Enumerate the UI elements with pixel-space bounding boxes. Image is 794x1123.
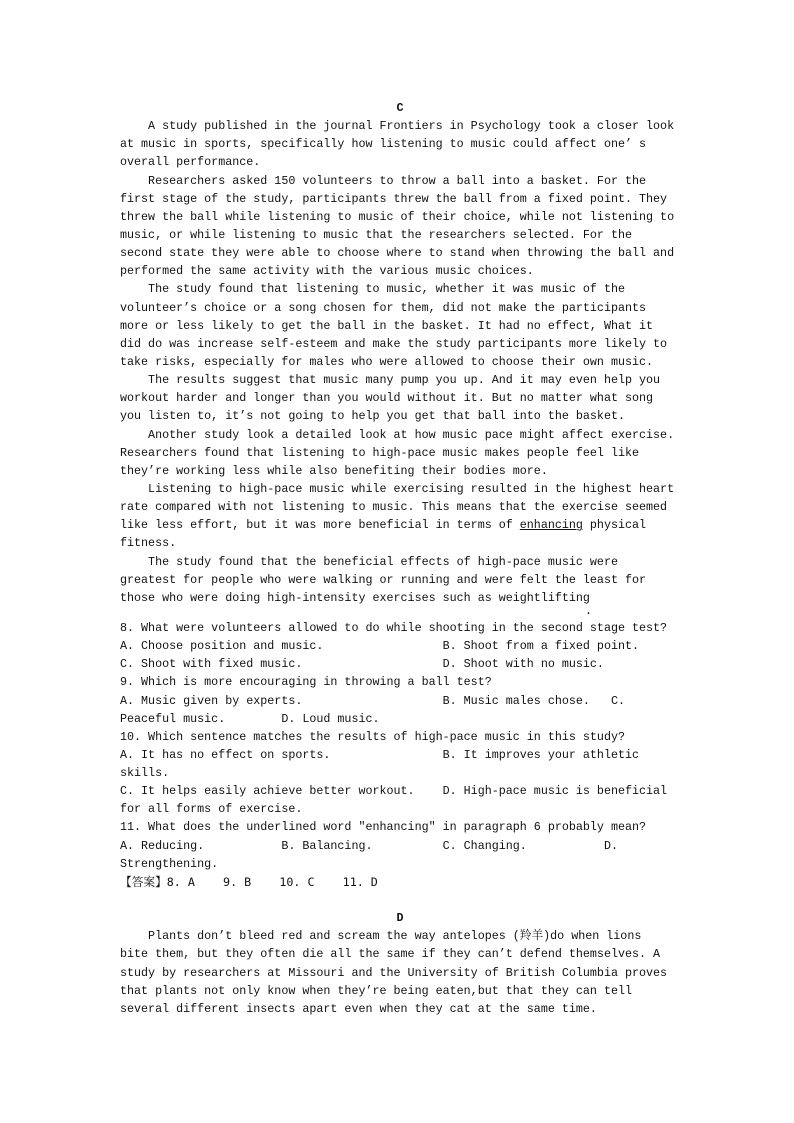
passage-line: Researchers asked 150 volunteers to throw a ball into a basket. For the xyxy=(120,173,647,188)
passage-line: rate compared with not listening to music. This means that the exercise seemed xyxy=(120,500,668,515)
text-segment: physical xyxy=(582,518,647,533)
question-line: C. Shoot with fixed music. D. Shoot with no music. xyxy=(120,657,604,672)
answer-key: 【答案】8. A 9. B 10. C 11. D xyxy=(120,874,378,889)
question-line: C. It helps easily achieve better workout. D. High-pace music is beneficial xyxy=(120,784,668,799)
passage-d xyxy=(120,927,680,1018)
passage-line: threw the ball while listening to music of their choice, while not listening to xyxy=(120,209,675,224)
passage-line: you listen to, it’s not going to help you get that ball into the basket. xyxy=(120,409,625,424)
passage-line: greatest for people who were walking or running and were felt the least for xyxy=(120,572,647,587)
passage-line: fitness. xyxy=(120,536,177,551)
question-line: 11. What does the underlined word "enhancing" in paragraph 6 probably mean? xyxy=(120,820,647,835)
passage-line: Another study look a detailed look at how music pace might affect exercise. xyxy=(120,427,675,442)
passage-line: A study published in the journal Frontiers in Psychology took a closer look xyxy=(120,119,675,134)
passage-c-end xyxy=(120,534,680,607)
question-line: 10. Which sentence matches the results of high-pace music in this study? xyxy=(120,729,625,744)
passage-line: that plants not only know when they’re being eaten,but that they can tell xyxy=(120,983,632,998)
section-heading-d: D xyxy=(396,911,404,926)
passage-line: Listening to high-pace music while exercising resulted in the highest heart xyxy=(120,481,675,496)
passage-line: Plants don’t bleed red and scream the way antelopes (羚羊)do when lions xyxy=(120,929,642,944)
passage-line: Researchers found that listening to high-pace music makes people feel like xyxy=(120,445,640,460)
passage-line: first stage of the study, participants threw the ball from a fixed point. They xyxy=(120,191,668,206)
passage-line: they’re working less while also benefiting their bodies more. xyxy=(120,463,548,478)
passage-line: The study found that listening to music, whether it was music of the xyxy=(120,282,625,297)
questions xyxy=(120,619,680,873)
question-line: for all forms of exercise. xyxy=(120,802,303,817)
question-line: Peaceful music. D. Loud music. xyxy=(120,711,380,726)
question-line: A. It has no effect on sports. B. It improves your athletic xyxy=(120,747,640,762)
passage-c xyxy=(120,117,680,516)
passage-line: overall performance. xyxy=(120,155,261,170)
question-line: A. Choose position and music. B. Shoot from a fixed point. xyxy=(120,639,640,654)
underlined-word: enhancing xyxy=(519,518,583,533)
text-segment: like less effort, but it was more beneficial in terms of xyxy=(120,518,520,533)
passage-line: study by researchers at Missouri and the University of British Columbia proves xyxy=(120,965,668,980)
passage-line: volunteer’s choice or a song chosen for them, did not make the participants xyxy=(120,300,647,315)
question-line: 9. Which is more encouraging in throwing a ball test? xyxy=(120,675,492,690)
passage-line xyxy=(120,516,680,534)
passage-line: The results suggest that music many pump you up. And it may even help you xyxy=(120,373,661,388)
passage-line: more or less likely to get the ball in the basket. It had no effect, What it xyxy=(120,318,654,333)
passage-line: did do was increase self-esteem and make the study participants more likely to xyxy=(120,336,668,351)
question-line: A. Music given by experts. B. Music males chose. C. xyxy=(120,693,625,708)
passage-line: music, or while listening to music that the researchers selected. For the xyxy=(120,227,632,242)
passage-line: those who were doing high-intensity exercises such as weightlifting xyxy=(120,590,590,605)
document-page xyxy=(120,99,680,1018)
passage-line: several different insects apart even when they cat at the same time. xyxy=(120,1001,597,1016)
question-line: A. Reducing. B. Balancing. C. Changing. D. xyxy=(120,838,618,853)
passage-line: second state they were able to choose where to stand when throwing the ball and xyxy=(120,246,675,261)
passage-line: performed the same activity with the various music choices. xyxy=(120,264,534,279)
passage-line: workout harder and longer than you would without it. But no matter what song xyxy=(120,391,654,406)
question-line: Strengthening. xyxy=(120,856,219,871)
passage-line: take risks, especially for males who were allowed to choose their own music. xyxy=(120,354,654,369)
trailing-dot: . xyxy=(584,603,592,618)
question-line: skills. xyxy=(120,766,170,781)
passage-line: bite them, but they often die all the same if they can’t defend themselves. A xyxy=(120,947,661,962)
question-line: 8. What were volunteers allowed to do while shooting in the second stage test? xyxy=(120,620,668,635)
passage-line: at music in sports, specifically how listening to music could affect one’ s xyxy=(120,137,647,152)
section-heading-c: C xyxy=(396,101,404,115)
passage-line: The study found that the beneficial effects of high-pace music were xyxy=(120,554,618,569)
